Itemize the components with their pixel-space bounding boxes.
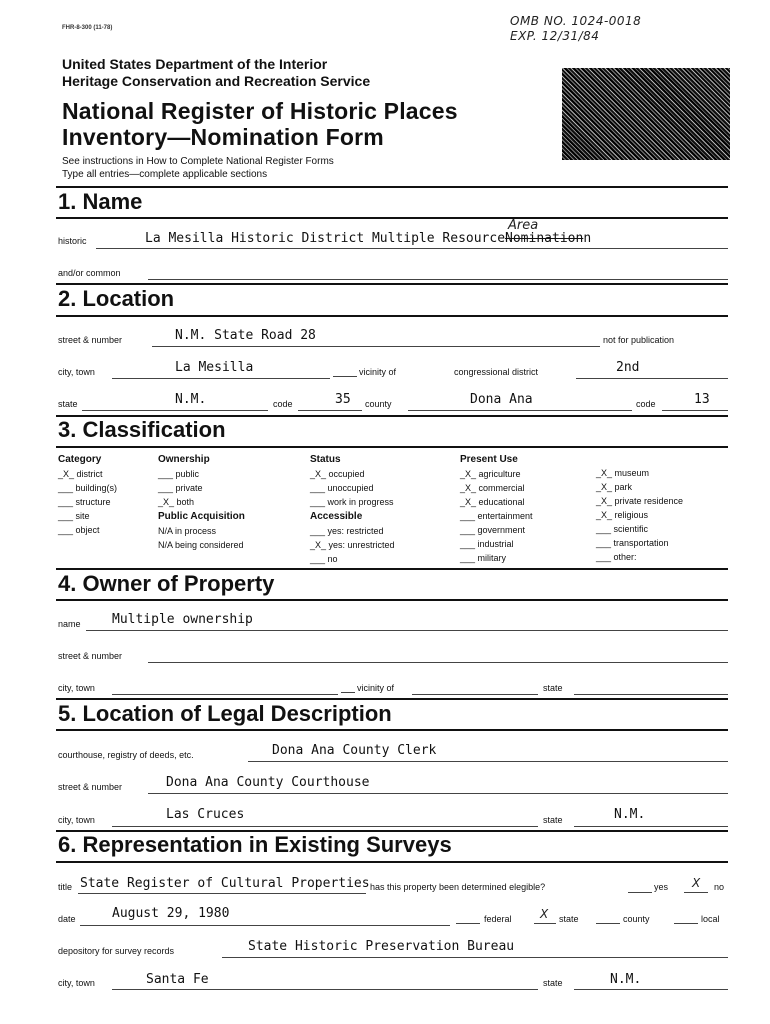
state-label: state [58, 399, 78, 409]
acquisition-item[interactable]: N/A in process [158, 526, 217, 536]
omb-expiration: EXP. 12/31/84 [510, 29, 600, 43]
section-rule [56, 698, 728, 700]
no-mark: X [692, 876, 701, 890]
survey-state-value[interactable]: N.M. [610, 972, 642, 987]
vicinity-label: vicinity of [359, 367, 397, 377]
category-item[interactable]: ___ site [58, 511, 90, 521]
field-line [112, 989, 538, 990]
county-value[interactable]: Dona Ana [470, 392, 533, 407]
accessible-item[interactable]: ___ no [310, 554, 338, 564]
accessible-item[interactable]: ___ yes: restricted [310, 526, 384, 536]
county-level-label[interactable]: county [623, 914, 650, 924]
checkbox-line [684, 892, 708, 893]
use-item[interactable]: ___ government [460, 525, 526, 535]
form-title-line1: National Register of Historic Places [62, 98, 458, 124]
ownership-header: Ownership [158, 454, 210, 465]
historic-value: La Mesilla Historic District Multiple Resource [145, 231, 506, 246]
historic-struck: Nomination [505, 231, 584, 246]
field-line [148, 279, 728, 280]
legal-street-value[interactable]: Dona Ana County Courthouse [166, 775, 370, 790]
acquisition-item[interactable]: N/A being considered [158, 540, 244, 550]
receipt-stamp [562, 68, 730, 160]
depository-value[interactable]: State Historic Preservation Bureau [248, 939, 515, 954]
section-rule [56, 599, 728, 601]
category-item[interactable]: ___ building(s) [58, 483, 118, 493]
historic-field[interactable] [145, 231, 591, 246]
legal-city-label: city, town [58, 815, 95, 825]
use-item[interactable]: _X_ museum [596, 468, 650, 478]
field-line [662, 410, 728, 411]
field-line [574, 694, 728, 695]
section-rule [56, 217, 728, 219]
form-number: FHR-8-300 (11-78) [62, 25, 113, 31]
field-line [86, 630, 728, 631]
courthouse-value[interactable]: Dona Ana County Clerk [272, 743, 437, 758]
field-line [574, 826, 728, 827]
use-item[interactable]: _X_ park [596, 482, 633, 492]
historic-tail: n [583, 231, 592, 246]
courthouse-label: courthouse, registry of deeds, etc. [58, 750, 194, 760]
section6-heading: 6. Representation in Existing Surveys [58, 832, 452, 857]
use-item[interactable]: _X_ commercial [460, 483, 525, 493]
eligible-question: has this property been determined elegible? [370, 882, 546, 892]
field-line [112, 826, 538, 827]
status-item[interactable]: ___ unoccupied [310, 483, 374, 493]
survey-city-label: city, town [58, 978, 95, 988]
field-line [222, 957, 728, 958]
checkbox-line [628, 892, 652, 893]
category-item[interactable]: ___ object [58, 525, 100, 535]
field-line [152, 346, 592, 347]
section-rule [56, 315, 728, 317]
section-rule [56, 283, 728, 285]
checkbox-line [596, 923, 620, 924]
use-item[interactable]: _X_ educational [460, 497, 525, 507]
accessible-header: Accessible [310, 511, 363, 522]
ownership-item[interactable]: ___ private [158, 483, 203, 493]
owner-city-label: city, town [58, 683, 95, 693]
status-header: Status [310, 454, 341, 465]
field-line [574, 989, 728, 990]
checkbox-line [341, 692, 355, 693]
ownership-item[interactable]: ___ public [158, 469, 200, 479]
use-item[interactable]: ___ other: [596, 552, 637, 562]
section2-heading: 2. Location [58, 286, 175, 311]
owner-name-label: name [58, 619, 81, 629]
use-item[interactable]: ___ entertainment [460, 511, 533, 521]
use-item[interactable]: _X_ private residence [596, 496, 684, 506]
status-item[interactable]: ___ work in progress [310, 497, 394, 507]
checkbox-line [456, 923, 480, 924]
legal-city-value[interactable]: Las Cruces [166, 807, 245, 822]
federal-label[interactable]: federal [484, 914, 512, 924]
legal-street-label: street & number [58, 782, 123, 792]
state-code[interactable]: 35 [335, 392, 351, 407]
city-value[interactable]: La Mesilla [175, 360, 254, 375]
field-line [112, 694, 338, 695]
county-label: county [365, 399, 392, 409]
checkbox-line [333, 376, 357, 377]
checkbox-line [674, 923, 698, 924]
field-line [576, 378, 728, 379]
agency-service: Heritage Conservation and Recreation Service [62, 73, 371, 89]
form-title-line2: Inventory—Nomination Form [62, 124, 384, 150]
category-header: Category [58, 454, 102, 465]
survey-date-label: date [58, 914, 76, 924]
survey-title-value[interactable]: State Register of Cultural Properties [80, 876, 370, 891]
field-line [78, 893, 366, 894]
section5-heading: 5. Location of Legal Description [58, 701, 392, 726]
survey-city-value[interactable]: Santa Fe [146, 972, 209, 987]
street-label: street & number [58, 335, 123, 345]
acquisition-header: Public Acquisition [158, 511, 245, 522]
category-item[interactable]: _X_ district [58, 469, 103, 479]
section-rule [56, 568, 728, 570]
ownership-item[interactable]: _X_ both [158, 497, 195, 507]
omb-number: OMB NO. 1024-0018 [510, 14, 642, 28]
section-rule [56, 446, 728, 448]
owner-name-value[interactable]: Multiple ownership [112, 612, 253, 627]
present-use-header: Present Use [460, 454, 518, 465]
no-label[interactable]: no [714, 882, 725, 892]
use-item[interactable]: _X_ agriculture [460, 469, 521, 479]
section-rule [56, 186, 728, 188]
agency-department: United States Department of the Interior [62, 56, 328, 72]
field-line [412, 694, 538, 695]
field-line [112, 378, 330, 379]
depository-label: depository for survey records [58, 946, 175, 956]
field-line [298, 410, 362, 411]
county-code[interactable]: 13 [694, 392, 710, 407]
state-value[interactable]: N.M. [175, 392, 207, 407]
historic-label: historic [58, 236, 87, 246]
category-item[interactable]: ___ structure [58, 497, 111, 507]
legal-state-label: state [543, 815, 563, 825]
accessible-item[interactable]: _X_ yes: unrestricted [310, 540, 395, 550]
use-item[interactable]: ___ scientific [596, 524, 649, 534]
county-code-label: code [636, 399, 656, 409]
field-line [82, 410, 268, 411]
instructions-line2: Type all entries—complete applicable sections [62, 169, 268, 180]
section1-heading: 1. Name [58, 189, 143, 214]
section4-heading: 4. Owner of Property [58, 571, 275, 596]
present-use-column-2 [596, 466, 683, 564]
present-use-column [460, 452, 533, 565]
section-rule [56, 861, 728, 863]
field-line [248, 761, 728, 762]
state-code-label: code [273, 399, 293, 409]
not-for-publication-label: not for publication [603, 335, 675, 345]
category-column [58, 452, 117, 537]
use-item[interactable]: ___ transportation [596, 538, 669, 548]
legal-state-value[interactable]: N.M. [614, 807, 646, 822]
field-line [96, 248, 728, 249]
yes-label[interactable]: yes [654, 882, 669, 892]
field-line [148, 662, 728, 663]
city-label: city, town [58, 367, 95, 377]
use-item[interactable]: _X_ religious [596, 510, 649, 520]
common-label: and/or common [58, 268, 121, 278]
field-line [148, 793, 728, 794]
survey-level-state-label[interactable]: state [559, 914, 579, 924]
field-line [408, 410, 632, 411]
congressional-label: congressional district [454, 367, 539, 377]
status-item[interactable]: _X_ occupied [310, 469, 365, 479]
section3-heading: 3. Classification [58, 417, 226, 442]
ownership-column [158, 452, 245, 552]
survey-title-label: title [58, 882, 73, 892]
field-line [80, 925, 450, 926]
street-value[interactable]: N.M. State Road 28 [175, 328, 316, 343]
owner-vicinity-label: vicinity of [357, 683, 395, 693]
section-rule [56, 729, 728, 731]
survey-state-label: state [543, 978, 563, 988]
checkbox-line [534, 923, 556, 924]
congressional-value[interactable]: 2nd [616, 360, 640, 375]
survey-date-value[interactable]: August 29, 1980 [112, 906, 230, 921]
instructions-line1: See instructions in How to Complete National Register Forms [62, 156, 334, 167]
handwritten-insert: Area [508, 218, 539, 233]
local-level-label[interactable]: local [701, 914, 720, 924]
owner-street-label: street & number [58, 651, 123, 661]
checkbox-line [578, 346, 600, 347]
status-column [310, 452, 395, 566]
state-mark: X [540, 907, 549, 921]
owner-state-label: state [543, 683, 563, 693]
use-item[interactable]: ___ military [460, 553, 507, 563]
use-item[interactable]: ___ industrial [460, 539, 514, 549]
